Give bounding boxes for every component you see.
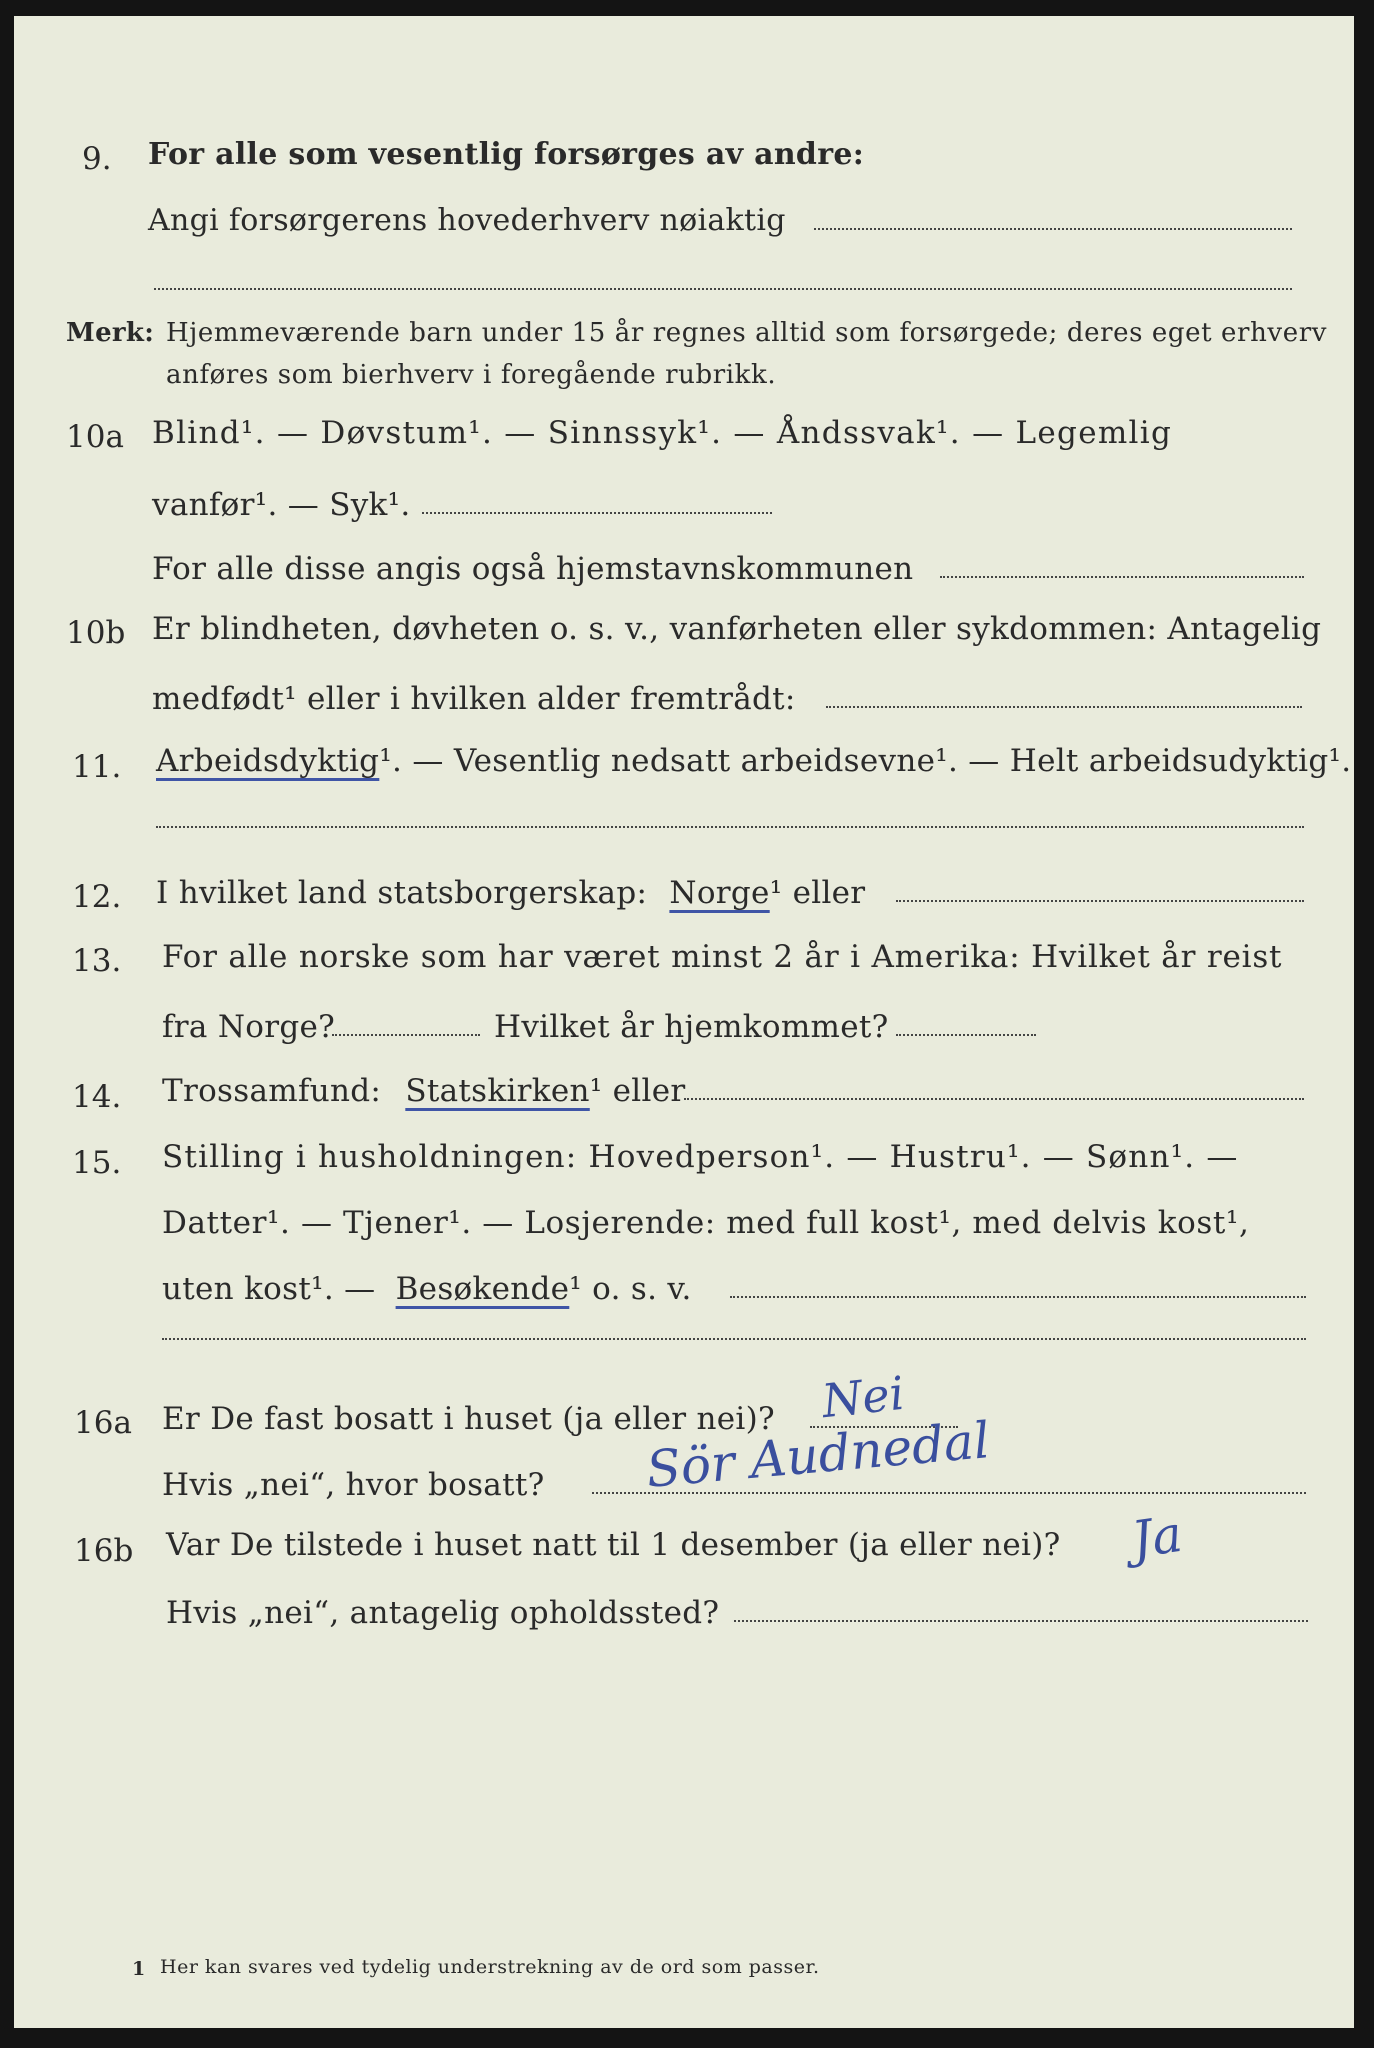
item-15-number: 15.: [72, 1145, 122, 1181]
item-16b-whereabouts-question: Hvis „nei“, antagelig opholdssted?: [166, 1595, 720, 1631]
item-10a-options: Blind¹. — Døvstum¹. — Sinnssyk¹. — Åndssvak¹. — Legemlig: [152, 415, 1173, 451]
item-16a-residence-question: Hvis „nei“, hvor bosatt?: [162, 1467, 545, 1503]
item-12-other: ¹ eller: [769, 875, 866, 911]
item-15-answer-line: [730, 1296, 1306, 1298]
item-9-number: 9.: [82, 141, 112, 177]
item-15-line-3-end: ¹ o. s. v.: [569, 1271, 692, 1307]
item-16a-handwritten-residence: Sör Audnedal: [644, 1411, 992, 1499]
item-10a-hometown-line: [940, 576, 1304, 578]
item-10b-number: 10b: [66, 615, 126, 651]
item-16a-number: 16a: [74, 1405, 132, 1441]
item-16b-number: 16b: [74, 1533, 134, 1569]
item-13-question: For alle norske som har været minst 2 år i Amerika: Hvilket år reist: [162, 939, 1283, 975]
item-16b-handwritten-answer: Ja: [1128, 1504, 1186, 1570]
item-12-label: I hvilket land statsborgerskap:: [156, 875, 648, 911]
item-11-number: 11.: [72, 749, 122, 785]
item-15-line-2: Datter¹. — Tjener¹. — Losjerende: med full kost¹, med delvis kost¹,: [162, 1205, 1250, 1241]
item-13-number: 13.: [72, 943, 122, 979]
item-15-line-1: Stilling i husholdningen: Hovedperson¹. — Hustru¹. — Sønn¹. —: [162, 1139, 1239, 1175]
merk-note-line-2: anføres som bierhverv i foregående rubrikk.: [166, 360, 777, 390]
item-13-left-question: fra Norge?: [162, 1009, 336, 1045]
merk-note-line-1: Hjemmeværende barn under 15 år regnes alltid som forsørgede; deres eget erhverv: [166, 318, 1328, 348]
item-14-number: 14.: [72, 1079, 122, 1115]
item-12-underlined-option: Norge: [669, 875, 770, 911]
item-11-answer-line: [156, 826, 1304, 828]
item-10a-answer-line: [422, 512, 772, 514]
item-10a-options-cont: vanfør¹. — Syk¹.: [152, 487, 411, 523]
item-14-question: [162, 1073, 686, 1109]
item-13-right-question: Hvilket år hjemkommet?: [494, 1009, 889, 1045]
item-10a-hometown-question: For alle disse angis også hjemstavnskommunen: [152, 551, 914, 587]
item-9-heading: For alle som vesentlig forsørges av andre:: [148, 137, 865, 172]
item-9-answer-line: [814, 228, 1292, 230]
item-13-left-answer-line: [332, 1034, 480, 1036]
item-16b-question: Var De tilstede i huset natt til 1 desember (ja eller nei)?: [166, 1527, 1061, 1563]
item-12-question: [156, 875, 866, 911]
item-15-underlined-option: Besøkende: [395, 1271, 570, 1307]
item-10b-question: Er blindheten, døvheten o. s. v., vanførheten eller sykdommen: Antagelig: [152, 611, 1322, 647]
item-12-number: 12.: [72, 879, 122, 915]
item-11-options: [156, 743, 1352, 779]
item-15-answer-line-2: [162, 1338, 1306, 1340]
item-16a-handwritten-answer: Nei: [819, 1365, 907, 1429]
item-12-answer-line: [896, 900, 1304, 902]
footnote-text: Her kan svares ved tydelig understrekning av de ord som passer.: [160, 1956, 820, 1978]
item-13-right-answer-line: [896, 1034, 1036, 1036]
footnote-mark: 1: [132, 1958, 146, 1980]
item-16a-question: Er De fast bosatt i huset (ja eller nei)?: [162, 1401, 775, 1437]
item-10b-question-cont: medfødt¹ eller i hvilken alder fremtrådt:: [152, 681, 796, 717]
item-14-label: Trossamfund:: [162, 1073, 382, 1109]
item-14-other: ¹ eller: [589, 1073, 686, 1109]
item-14-underlined-option: Statskirken: [405, 1073, 590, 1109]
item-15-line-3: [162, 1271, 692, 1307]
item-15-line-3-start: uten kost¹. —: [162, 1271, 376, 1307]
census-form-page: [14, 16, 1354, 2028]
item-10a-number: 10a: [66, 419, 124, 455]
item-10b-answer-line: [826, 706, 1302, 708]
item-16b-whereabouts-line: [734, 1620, 1308, 1622]
item-9-question: Angi forsørgerens hovederhverv nøiaktig: [148, 203, 786, 238]
item-11-underlined-option: Arbeidsdyktig: [156, 743, 380, 779]
item-11-other-options: ¹. — Vesentlig nedsatt arbeidsevne¹. — Helt arbeidsudyktig¹.: [379, 743, 1352, 779]
merk-label: Merk:: [66, 318, 155, 348]
item-9-answer-line-2: [154, 288, 1292, 290]
item-14-answer-line: [684, 1098, 1304, 1100]
